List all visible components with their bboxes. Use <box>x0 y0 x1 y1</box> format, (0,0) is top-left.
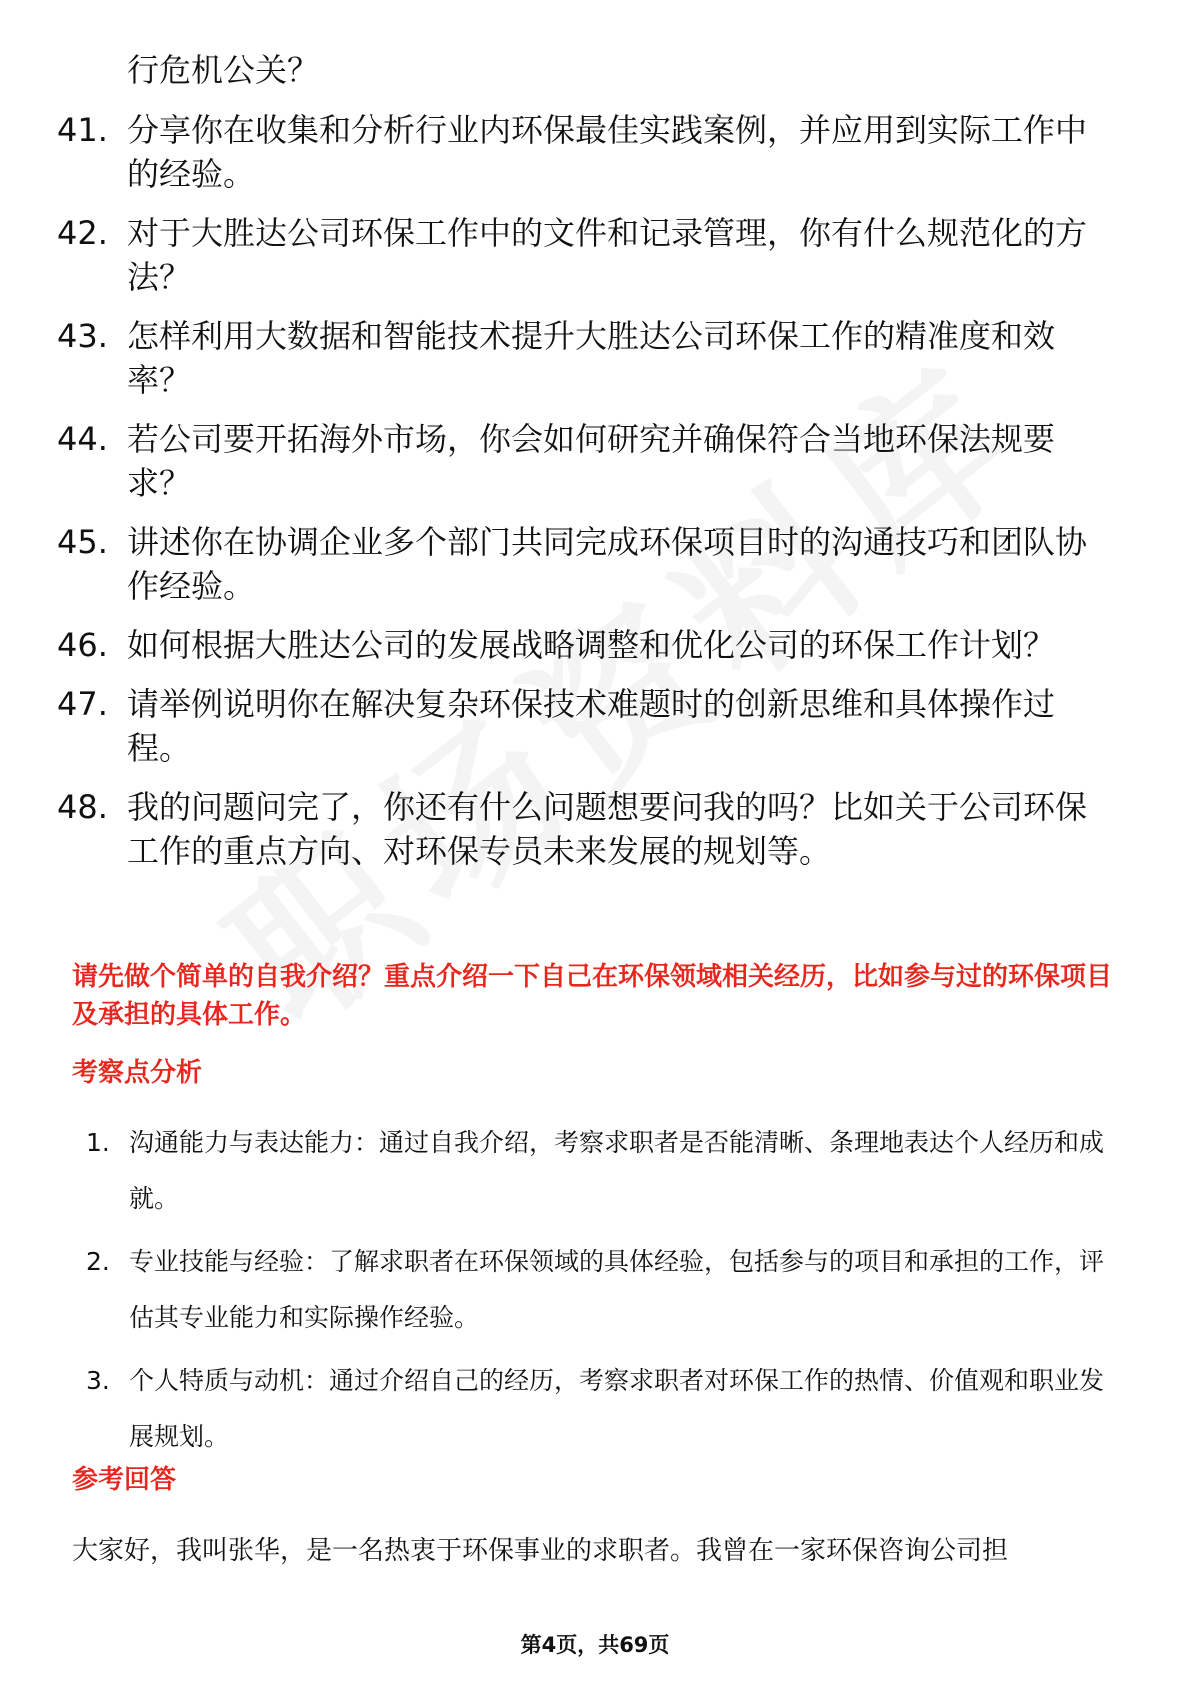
analysis-point-number: 1. <box>86 1128 110 1157</box>
question-text: 如何根据大胜达公司的发展战略调整和优化公司的环保工作计划？ <box>127 626 1056 664</box>
question-text: 分享你在收集和分析行业内环保最佳实践案例，并应用到实际工作中的经验。 <box>127 111 1088 193</box>
analysis-points-list <box>86 1115 1116 1472</box>
answer-paragraph: 大家好，我叫张华，是一名热衷于环保事业的求职者。我曾在一家环保咨询公司担 <box>72 1536 1009 1566</box>
question-number: 45. <box>57 523 108 561</box>
analysis-point <box>86 1234 1116 1346</box>
question-list <box>57 108 1137 888</box>
question-item <box>57 623 1137 667</box>
answer-title: 参考回答 <box>72 1465 177 1495</box>
question-number: 42. <box>57 214 108 252</box>
question-text: 若公司要开拓海外市场，你会如何研究并确保符合当地环保法规要求？ <box>127 420 1056 502</box>
question-text: 请举例说明你在解决复杂环保技术难题时的创新思维和具体操作过程。 <box>127 685 1056 767</box>
question-number: 44. <box>57 420 108 458</box>
question-item <box>57 108 1137 196</box>
question-text: 对于大胜达公司环保工作中的文件和记录管理，你有什么规范化的方法？ <box>127 214 1088 296</box>
question-text: 怎样利用大数据和智能技术提升大胜达公司环保工作的精准度和效率？ <box>127 317 1056 399</box>
analysis-point <box>86 1115 1116 1227</box>
analysis-point-number: 3. <box>86 1366 110 1395</box>
question-item <box>57 682 1137 770</box>
question-text: 我的问题问完了，你还有什么问题想要问我的吗？比如关于公司环保工作的重点方向、对环保专员未来发展的规划等。 <box>127 788 1088 870</box>
question-item <box>57 785 1137 873</box>
analysis-point-number: 2. <box>86 1247 110 1276</box>
analysis-point-text: 个人特质与动机：通过介绍自己的经历，考察求职者对环保工作的热情、价值观和职业发展规划。 <box>129 1366 1105 1451</box>
analysis-point-text: 沟通能力与表达能力：通过自我介绍，考察求职者是否能清晰、条理地表达个人经历和成就。 <box>129 1128 1105 1213</box>
question-number: 43. <box>57 317 108 355</box>
question-item <box>57 211 1137 299</box>
question-number: 46. <box>57 626 108 664</box>
question-number: 47. <box>57 685 108 723</box>
analysis-point <box>86 1353 1116 1465</box>
question-number: 48. <box>57 788 108 826</box>
question-item <box>57 520 1137 608</box>
question-text: 讲述你在协调企业多个部门共同完成环保项目时的沟通技巧和团队协作经验。 <box>127 523 1088 605</box>
featured-question-heading: 请先做个简单的自我介绍？重点介绍一下自己在环保领域相关经历，比如参与过的环保项目及承担的具体工作。 <box>72 962 1113 1030</box>
question-continuation: 行危机公关？ <box>127 51 320 89</box>
analysis-title: 考察点分析 <box>72 1058 203 1088</box>
page-footer: 第4页，共69页 <box>520 1633 670 1657</box>
question-item <box>57 314 1137 402</box>
analysis-point-text: 专业技能与经验：了解求职者在环保领域的具体经验，包括参与的项目和承担的工作，评估其专业能力和实际操作经验。 <box>129 1247 1105 1332</box>
question-item <box>57 417 1137 505</box>
question-number: 41. <box>57 111 108 149</box>
